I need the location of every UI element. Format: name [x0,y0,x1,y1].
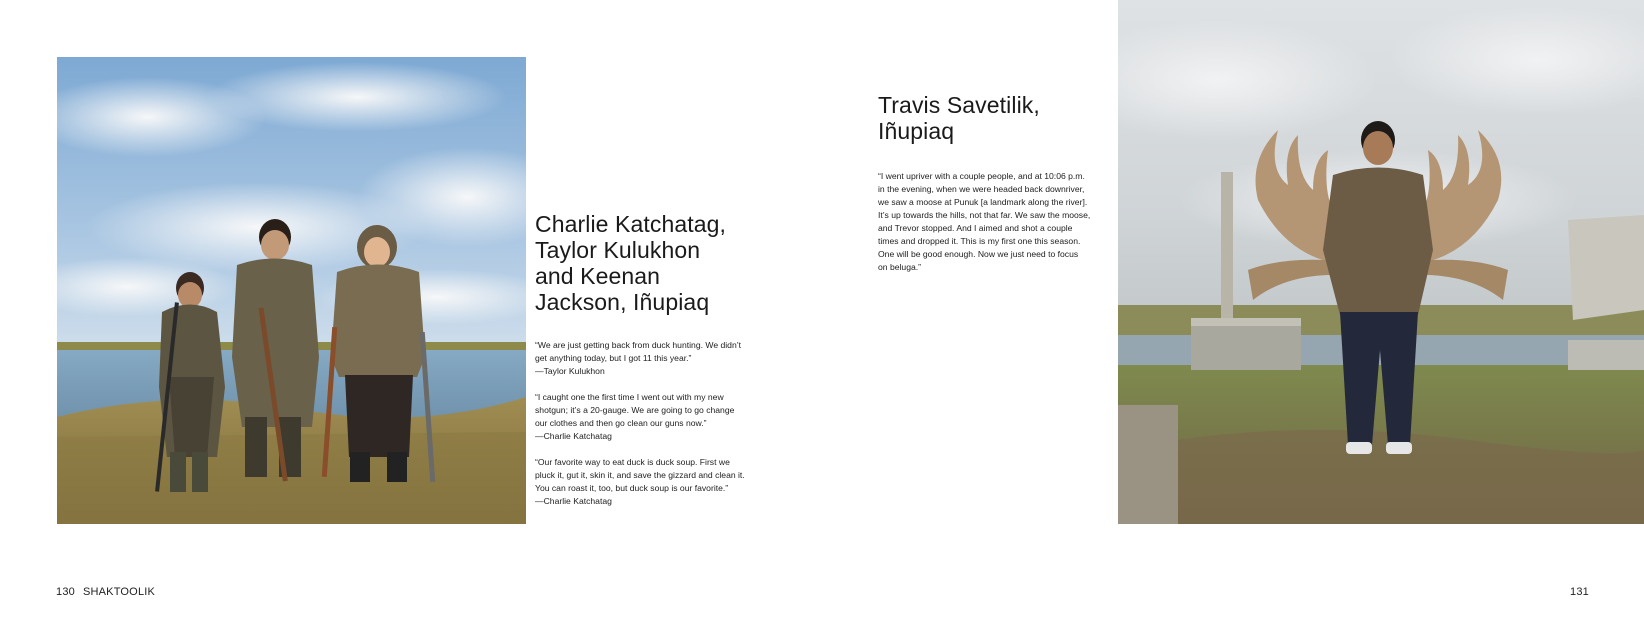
heading-line: Taylor Kulukhon [535,237,701,263]
quote-line: and Trevor stopped. And I aimed and shot a couple [878,223,1073,233]
quote-block [535,339,770,378]
quote-line: It’s up towards the hills, not that far. We saw the moose, [878,210,1091,220]
quote-line: “I went upriver with a couple people, and at 10:06 p.m. [878,171,1085,181]
quote-line: in the evening, when we were headed back downriver, [878,184,1085,194]
page-number: 130 [56,586,75,598]
heading-line: Travis Savetilik, [878,92,1040,118]
quote-line: on beluga.” [878,262,922,272]
left-page-folio [56,585,155,599]
photo-three-boys-hunting [57,57,526,524]
heading-line: and Keenan [535,263,661,289]
photo-three-boys-image [57,57,526,524]
quote-line: shotgun; it’s a 20-gauge. We are going to go change [535,405,735,415]
quote-line: get anything today, but I got 11 this year.” [535,353,692,363]
quote-line: we saw a moose at Punuk [a landmark along the river]. [878,197,1088,207]
quote-block [878,170,1113,274]
left-page-quotes [535,339,770,521]
quote-block [535,456,770,508]
quote-line: One will be good enough. Now we just need to focus [878,249,1079,259]
photo-man-with-moose-antlers [1118,0,1644,524]
right-page-quote [878,170,1113,287]
quote-line: “We are just getting back from duck hunting. We didn’t [535,340,742,350]
quote-block [535,391,770,443]
quote-line: times and dropped it. This is my first one this season. [878,236,1081,246]
right-page-folio [1570,585,1589,599]
quote-line: our clothes and then go clean our guns now.” [535,418,707,428]
photo-moose-antlers-image [1118,0,1644,524]
quote-attribution: —Taylor Kulukhon [535,366,605,376]
left-page-heading [535,211,775,315]
page-number: 131 [1570,586,1589,598]
section-title: SHAKTOOLIK [82,586,156,598]
quote-line: “Our favorite way to eat duck is duck soup. First we [535,457,730,467]
heading-line: Jackson, Iñupiaq [535,289,710,315]
quote-attribution: —Charlie Katchatag [535,496,612,506]
quote-line: You can roast it, too, but duck soup is our favorite.” [535,483,729,493]
quote-attribution: —Charlie Katchatag [535,431,612,441]
heading-line: Iñupiaq [878,118,955,144]
right-page-heading [878,92,1118,144]
heading-line: Charlie Katchatag, [535,211,727,237]
quote-line: pluck it, gut it, skin it, and save the gizzard and clean it. [535,470,745,480]
quote-line: “I caught one the first time I went out with my new [535,392,724,402]
